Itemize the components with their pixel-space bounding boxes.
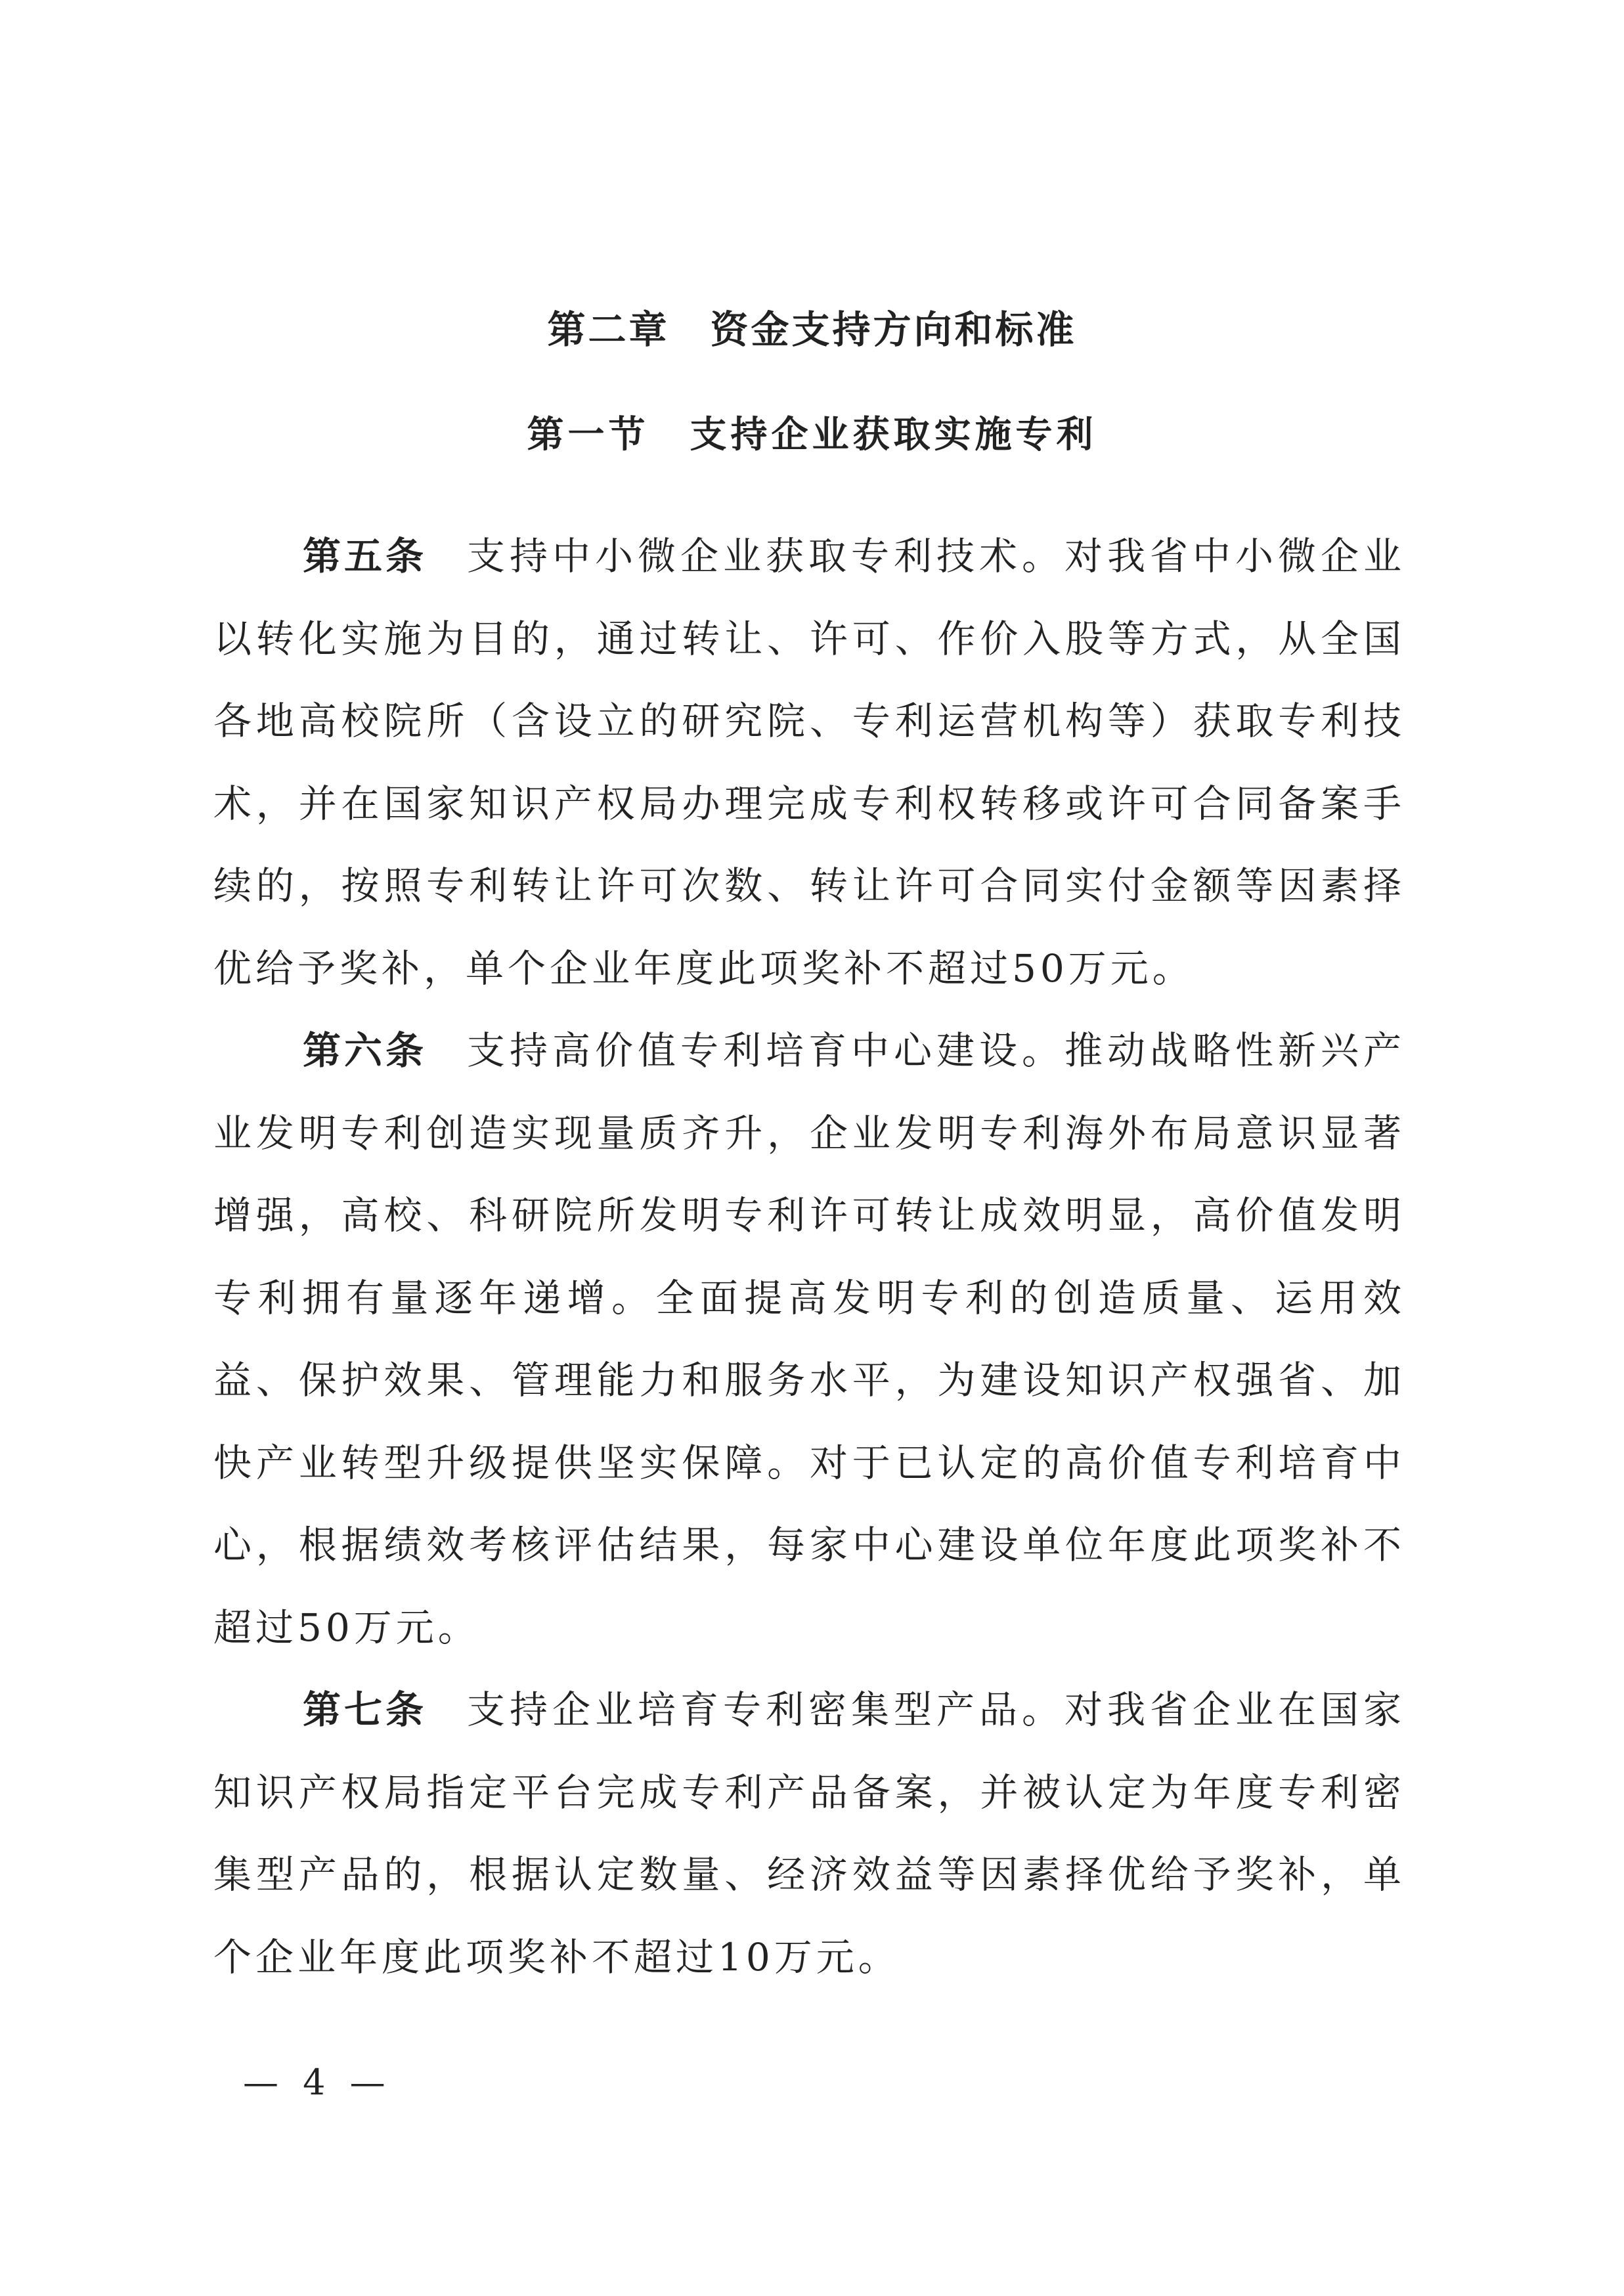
article-label: 第六条 [303, 1028, 427, 1073]
article-label: 第五条 [303, 534, 427, 578]
article-7 [213, 1669, 1405, 1999]
chapter-title: 第二章 资金支持方向和标准 [547, 307, 1077, 352]
article-text: 支持中小微企业获取专利技术。对我省中小微企业以转化实施为目的，通过转让、许可、作价入股等方式，从全国各地高校院所（含设立的研究院、专利运营机构等）获取专利技术，并在国家知识产权局办理完成专利权转移或许可合同备案手续的，按照专利转让许可次数、转让许可合同实付金额等因素择优给予奖补，单个企业年度此项奖补不超过50万元。 [213, 534, 1405, 991]
article-label: 第七条 [303, 1687, 427, 1732]
section-title: 第一节 支持企业获取实施专利 [527, 413, 1097, 456]
article-5 [213, 515, 1405, 1010]
article-6 [213, 1010, 1405, 1669]
document-body [213, 515, 1405, 1999]
page-number: — 4 — [243, 2062, 392, 2103]
article-text: 支持高价值专利培育中心建设。推动战略性新兴产业发明专利创造实现量质齐升，企业发明专利海外布局意识显著增强，高校、科研院所发明专利许可转让成效明显，高价值发明专利拥有量逐年递增。全面提高发明专利的创造质量、运用效益、保护效果、管理能力和服务水平，为建设知识产权强省、加快产业转型升级提供坚实保障。对于已认定的高价值专利培育中心，根据绩效考核评估结果，每家中心建设单位年度此项奖补不超过50万元。 [213, 1028, 1405, 1650]
article-text: 支持企业培育专利密集型产品。对我省企业在国家知识产权局指定平台完成专利产品备案，并被认定为年度专利密集型产品的，根据认定数量、经济效益等因素择优给予奖补，单个企业年度此项奖补不超过10万元。 [213, 1687, 1405, 1980]
